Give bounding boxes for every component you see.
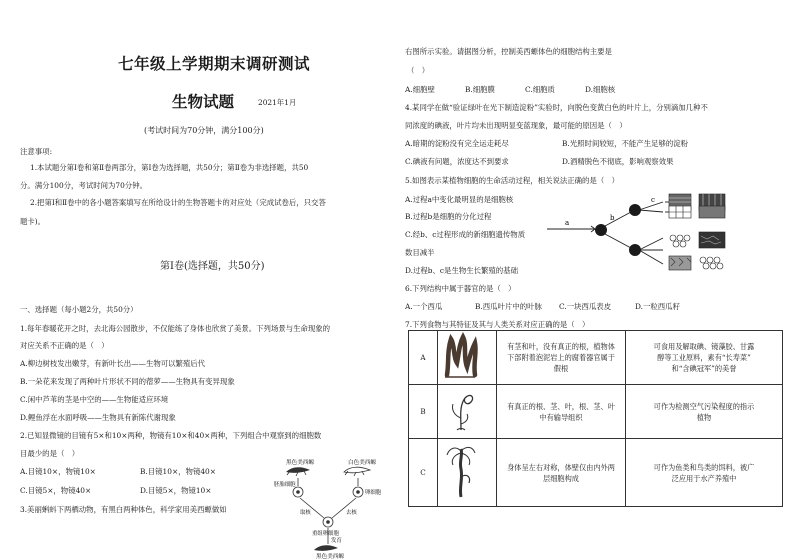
fern-icon	[441, 388, 481, 432]
feature-line: 层细胞构成	[543, 473, 579, 483]
question-4-stem: 4.某同学在做“验证绿叶在光下制造淀粉”实验时，向脱色变黄白色的叶片上，分别滴加几种不	[405, 103, 708, 112]
label-take-nucleus: 取核	[300, 510, 311, 516]
feature-line: 身体呈左右对称，体壁仅由内外两	[507, 462, 615, 472]
q3-option-d: D.细胞核	[585, 85, 616, 94]
row-relation	[626, 385, 783, 439]
q3-option-a: A.细胞壁	[405, 85, 435, 94]
white-salamander-icon	[344, 467, 370, 476]
hydra-image	[438, 439, 497, 507]
q2-option-c: C.目镜5×，物镜40×	[20, 486, 92, 495]
label-process-b: b	[610, 214, 615, 222]
q1-option-d: D.鲤鱼浮在水面呼吸——生物具有新陈代谢现象	[20, 413, 176, 422]
question-5-stem: 5.如图表示某植物细胞的生命活动过程，相关说法正确的是（ ）	[405, 176, 619, 185]
nuclear-transfer-diagram	[272, 458, 388, 558]
label-embryo-cell: 胚胎细胞	[274, 482, 296, 488]
q6-option-d: D.一粒西瓜籽	[635, 302, 680, 311]
tissue-icon	[669, 206, 725, 218]
kelp-image	[438, 331, 497, 385]
daughter-cell-icon	[629, 244, 641, 256]
tissue-icon	[670, 232, 725, 248]
notes-line: 1.本试题分第Ⅰ卷和第Ⅱ卷两部分，第Ⅰ卷为选择题，共50分；第Ⅱ卷为非选择题，共50	[30, 163, 309, 172]
hydra-icon	[441, 443, 481, 499]
relation-line: 可食用及解取碘、镜藻胶、甘露	[653, 342, 755, 351]
q2-option-d: D.目镜5×，物镜10×	[140, 486, 212, 495]
q1-option-c: C.闲中芦苇的茎是中空的——生物能适应环境	[20, 395, 169, 404]
mother-cell-icon	[595, 224, 607, 236]
table-row	[409, 331, 783, 385]
row-relation	[626, 331, 783, 385]
q1-option-b: B.一朵花来发现了两种叶片形状不同的蓿萝——生物具有变异现象	[20, 377, 235, 386]
q6-option-c: C.一块西瓜表皮	[559, 302, 612, 311]
part1-title: 第Ⅰ卷(选择题，共50分)	[160, 261, 265, 272]
notes-heading: 注意事项:	[20, 147, 53, 156]
question-3-stem: 3.美丽蝌蚪下两栖动物，有黑白两种体色，科学家用美西螈做如	[20, 505, 227, 514]
section-heading: 一、选择题（每小题2分，共50分）	[20, 305, 138, 314]
q7-table	[408, 330, 783, 507]
cell-process-diagram	[547, 188, 789, 276]
row-label: A	[409, 331, 438, 385]
q5-option-a: A.过程a中变化最明显的是细胞核	[405, 195, 514, 204]
q4-option-b: B.光照时间较短，不能产生足够的淀粉	[562, 139, 689, 148]
exam-title: 七年级上学期期末调研测试	[118, 54, 311, 73]
relation-line: 和“含碘冠军”的美誉	[671, 364, 737, 373]
feature-line: 中有输导组织	[539, 412, 583, 422]
q3-option-c: C.细胞质	[525, 85, 555, 94]
fern-image	[438, 385, 497, 439]
exam-subject: 生物试题	[172, 92, 235, 111]
notes-line: 2.把第Ⅰ和Ⅱ卷中的各小题答案填写在所给设计的生物答题卡的对应处（完成试卷后，只交答	[30, 198, 326, 207]
relation-line: 可作为检测空气污染程度的指示	[653, 401, 755, 411]
relation-line: 植物	[696, 412, 712, 422]
feature-line: 有真正的根、茎、叶，根、茎、叶	[507, 401, 615, 411]
question-4-stem: 同浓度的碘液，叶片均未出现明显变蓝现象，最可能的原因是（ ）	[405, 121, 627, 130]
question-2-stem: 2.已知显微镜的目镜有5×和10×两种，物镜有10×和40×两种，下列组合中观察到的细胞数	[20, 431, 322, 440]
table-row	[409, 439, 783, 507]
exam-date: 2021年1月	[258, 98, 297, 107]
kelp-icon	[441, 333, 481, 379]
question-1-stem: 对应关系不正确的是（ ）	[20, 341, 109, 350]
label-develop: 发育	[331, 538, 342, 544]
q5-option-d: D.过程b、c是生物生长繁殖的基础	[405, 266, 518, 275]
notes-line: 题卡)。	[20, 217, 46, 226]
question-1-stem: 1.每年春暖花开之时，去北海公园散步，不仅能练了身体也欣赏了美景。下列场景与生命现象的	[20, 324, 331, 333]
relation-line: 泛应用于水产养殖中	[671, 473, 737, 483]
label-result-salamander: 黑色美西螈	[316, 554, 344, 560]
feature-line: 有茎和叶，没有真正的根，植物体	[507, 342, 615, 351]
label-process-c: c	[651, 196, 655, 204]
q6-option-a: A.一个西瓜	[405, 302, 443, 311]
question-7-stem: 7.下列食物与其特征及其与人类关系对应正确的是（ ）	[405, 320, 590, 329]
question-6-stem: 6.下列结构中属于器官的是（ ）	[405, 284, 516, 293]
feature-line: 下部附着泡泥岩上的腐着器官属于	[507, 353, 615, 362]
q4-option-a: A.暗期的淀粉没有完全运走耗尽	[405, 139, 509, 148]
q5-option-c: C.经b、c过程形成的新细胞遗传物质	[405, 230, 526, 239]
label-recombined-cell: 重组卵细胞	[312, 531, 339, 537]
row-relation	[626, 439, 783, 507]
q5-option-b: B.过程b是细胞的分化过程	[405, 212, 492, 221]
q6-option-b: B.西瓜叶片中的叶脉	[475, 302, 542, 311]
label-remove-nucleus: 去核	[346, 510, 357, 516]
feature-line: 假根	[553, 364, 569, 373]
q2-option-a: A.目镜10×，物镜10×	[20, 467, 96, 476]
table-row	[409, 385, 783, 439]
row-label: C	[409, 439, 438, 507]
q2-option-b: B.目镜10×，物镜40×	[140, 467, 216, 476]
tissue-icon	[669, 256, 723, 270]
label-process-a: a	[565, 219, 570, 227]
result-salamander-icon	[314, 545, 338, 551]
black-salamander-icon	[286, 467, 310, 476]
label-white-salamander: 白色美西螈	[348, 460, 376, 466]
arrow-b-up	[605, 212, 631, 226]
row-feature	[497, 439, 626, 507]
q4-option-d: D.酒精脱色不彻底，影响观察效果	[562, 157, 674, 166]
q5-option-c: 数目减半	[405, 248, 435, 257]
notes-line: 分。满分100分，考试时间为70分钟。	[20, 181, 147, 190]
question-3-stem-cont: （ ）	[407, 66, 430, 75]
q4-option-c: C.碘液有问题，浓度达不到要求	[405, 157, 509, 166]
exam-info: (考试时间为70分钟，满分100分)	[144, 126, 264, 135]
q1-option-a: A.柳边树枝发出嫩芽，有新叶长出——生物可以繁殖后代	[20, 359, 206, 368]
row-feature	[497, 331, 626, 385]
row-feature	[497, 385, 626, 439]
label-egg-cell: 卵细胞	[365, 490, 382, 496]
question-2-stem: 目最少的是（ ）	[20, 449, 80, 458]
daughter-cell-icon	[629, 204, 641, 216]
relation-line: 醇等工业原料，素有“长寿菜”	[657, 353, 751, 362]
q3-option-b: B.细胞膜	[465, 85, 495, 94]
arrow-b-down	[605, 234, 631, 248]
relation-line: 可作为鱼类和鸟类的饵料，被广	[653, 462, 755, 472]
label-black-salamander: 黑色美西螈	[286, 460, 314, 466]
row-label: B	[409, 385, 438, 439]
question-3-stem-cont: 右图所示实验。请据图分析，控制美西螈体色的细胞结构主要是	[405, 47, 612, 56]
